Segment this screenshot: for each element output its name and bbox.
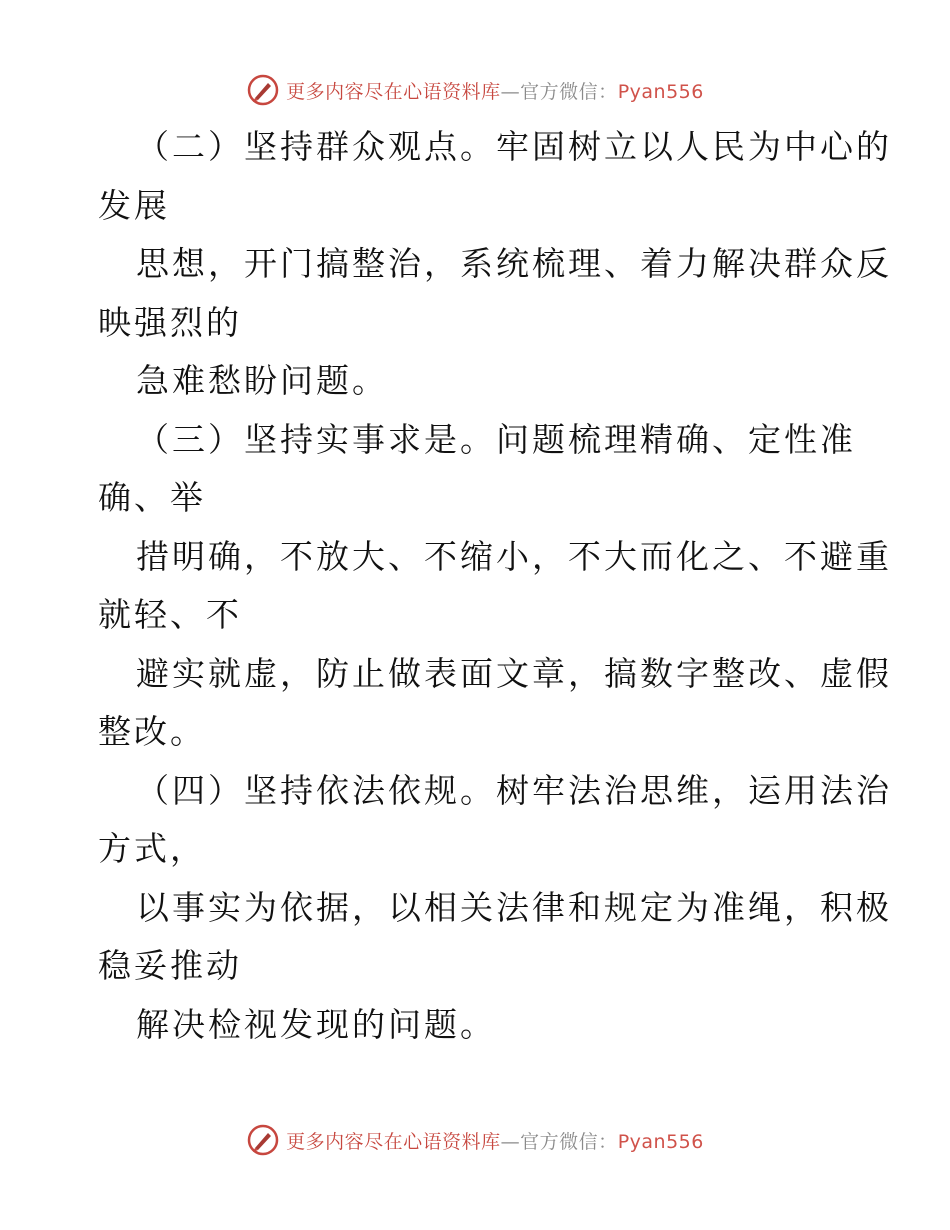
pen-logo-icon bbox=[246, 1123, 280, 1157]
paragraph-line: （四）坚持依法依规。树牢法治思维，运用法治 bbox=[136, 770, 892, 810]
paragraph-line: 稳妥推动 bbox=[98, 946, 242, 985]
banner-main-text: 更多内容尽在心语资料库 bbox=[286, 1130, 501, 1153]
document-body bbox=[98, 118, 892, 1054]
paragraph-line: 避实就虚，防止做表面文章，搞数字整改、虚假 bbox=[136, 653, 892, 693]
banner-main-text: 更多内容尽在心语资料库 bbox=[286, 80, 501, 103]
paragraph-line: 映强烈的 bbox=[98, 302, 242, 342]
footer-banner bbox=[0, 1120, 950, 1160]
paragraph-line: 措明确，不放大、不缩小，不大而化之、不避重 bbox=[136, 536, 892, 576]
banner-sub-text: —官方微信： bbox=[500, 1130, 618, 1153]
banner-text bbox=[286, 1127, 704, 1154]
paragraph-line: 方式， bbox=[98, 829, 206, 868]
banner-wechat-id: Pyan556 bbox=[617, 80, 704, 103]
paragraph-line: 以事实为依据，以相关法律和规定为准绳，积极 bbox=[136, 887, 892, 927]
paragraph-line: 发展 bbox=[98, 185, 170, 225]
paragraph-line: 整改。 bbox=[98, 712, 206, 751]
paragraph-line: 就轻、不 bbox=[98, 595, 242, 634]
pen-logo-icon bbox=[246, 73, 280, 107]
paragraph-line: 急难愁盼问题。 bbox=[136, 361, 388, 400]
paragraph-line: 解决检视发现的问题。 bbox=[136, 1004, 496, 1044]
paragraph-line: （三）坚持实事求是。问题梳理精确、定性准 bbox=[136, 419, 856, 459]
banner-text bbox=[286, 77, 704, 104]
header-banner bbox=[0, 70, 950, 110]
paragraph-line: （二）坚持群众观点。牢固树立以人民为中心的 bbox=[136, 127, 892, 166]
banner-inner bbox=[246, 70, 704, 110]
banner-inner bbox=[246, 1120, 704, 1160]
banner-sub-text: —官方微信： bbox=[500, 80, 618, 103]
paragraph-line: 思想，开门搞整治，系统梳理、着力解决群众反 bbox=[136, 244, 892, 283]
banner-wechat-id: Pyan556 bbox=[617, 1130, 704, 1153]
paragraph-line: 确、举 bbox=[98, 478, 206, 517]
